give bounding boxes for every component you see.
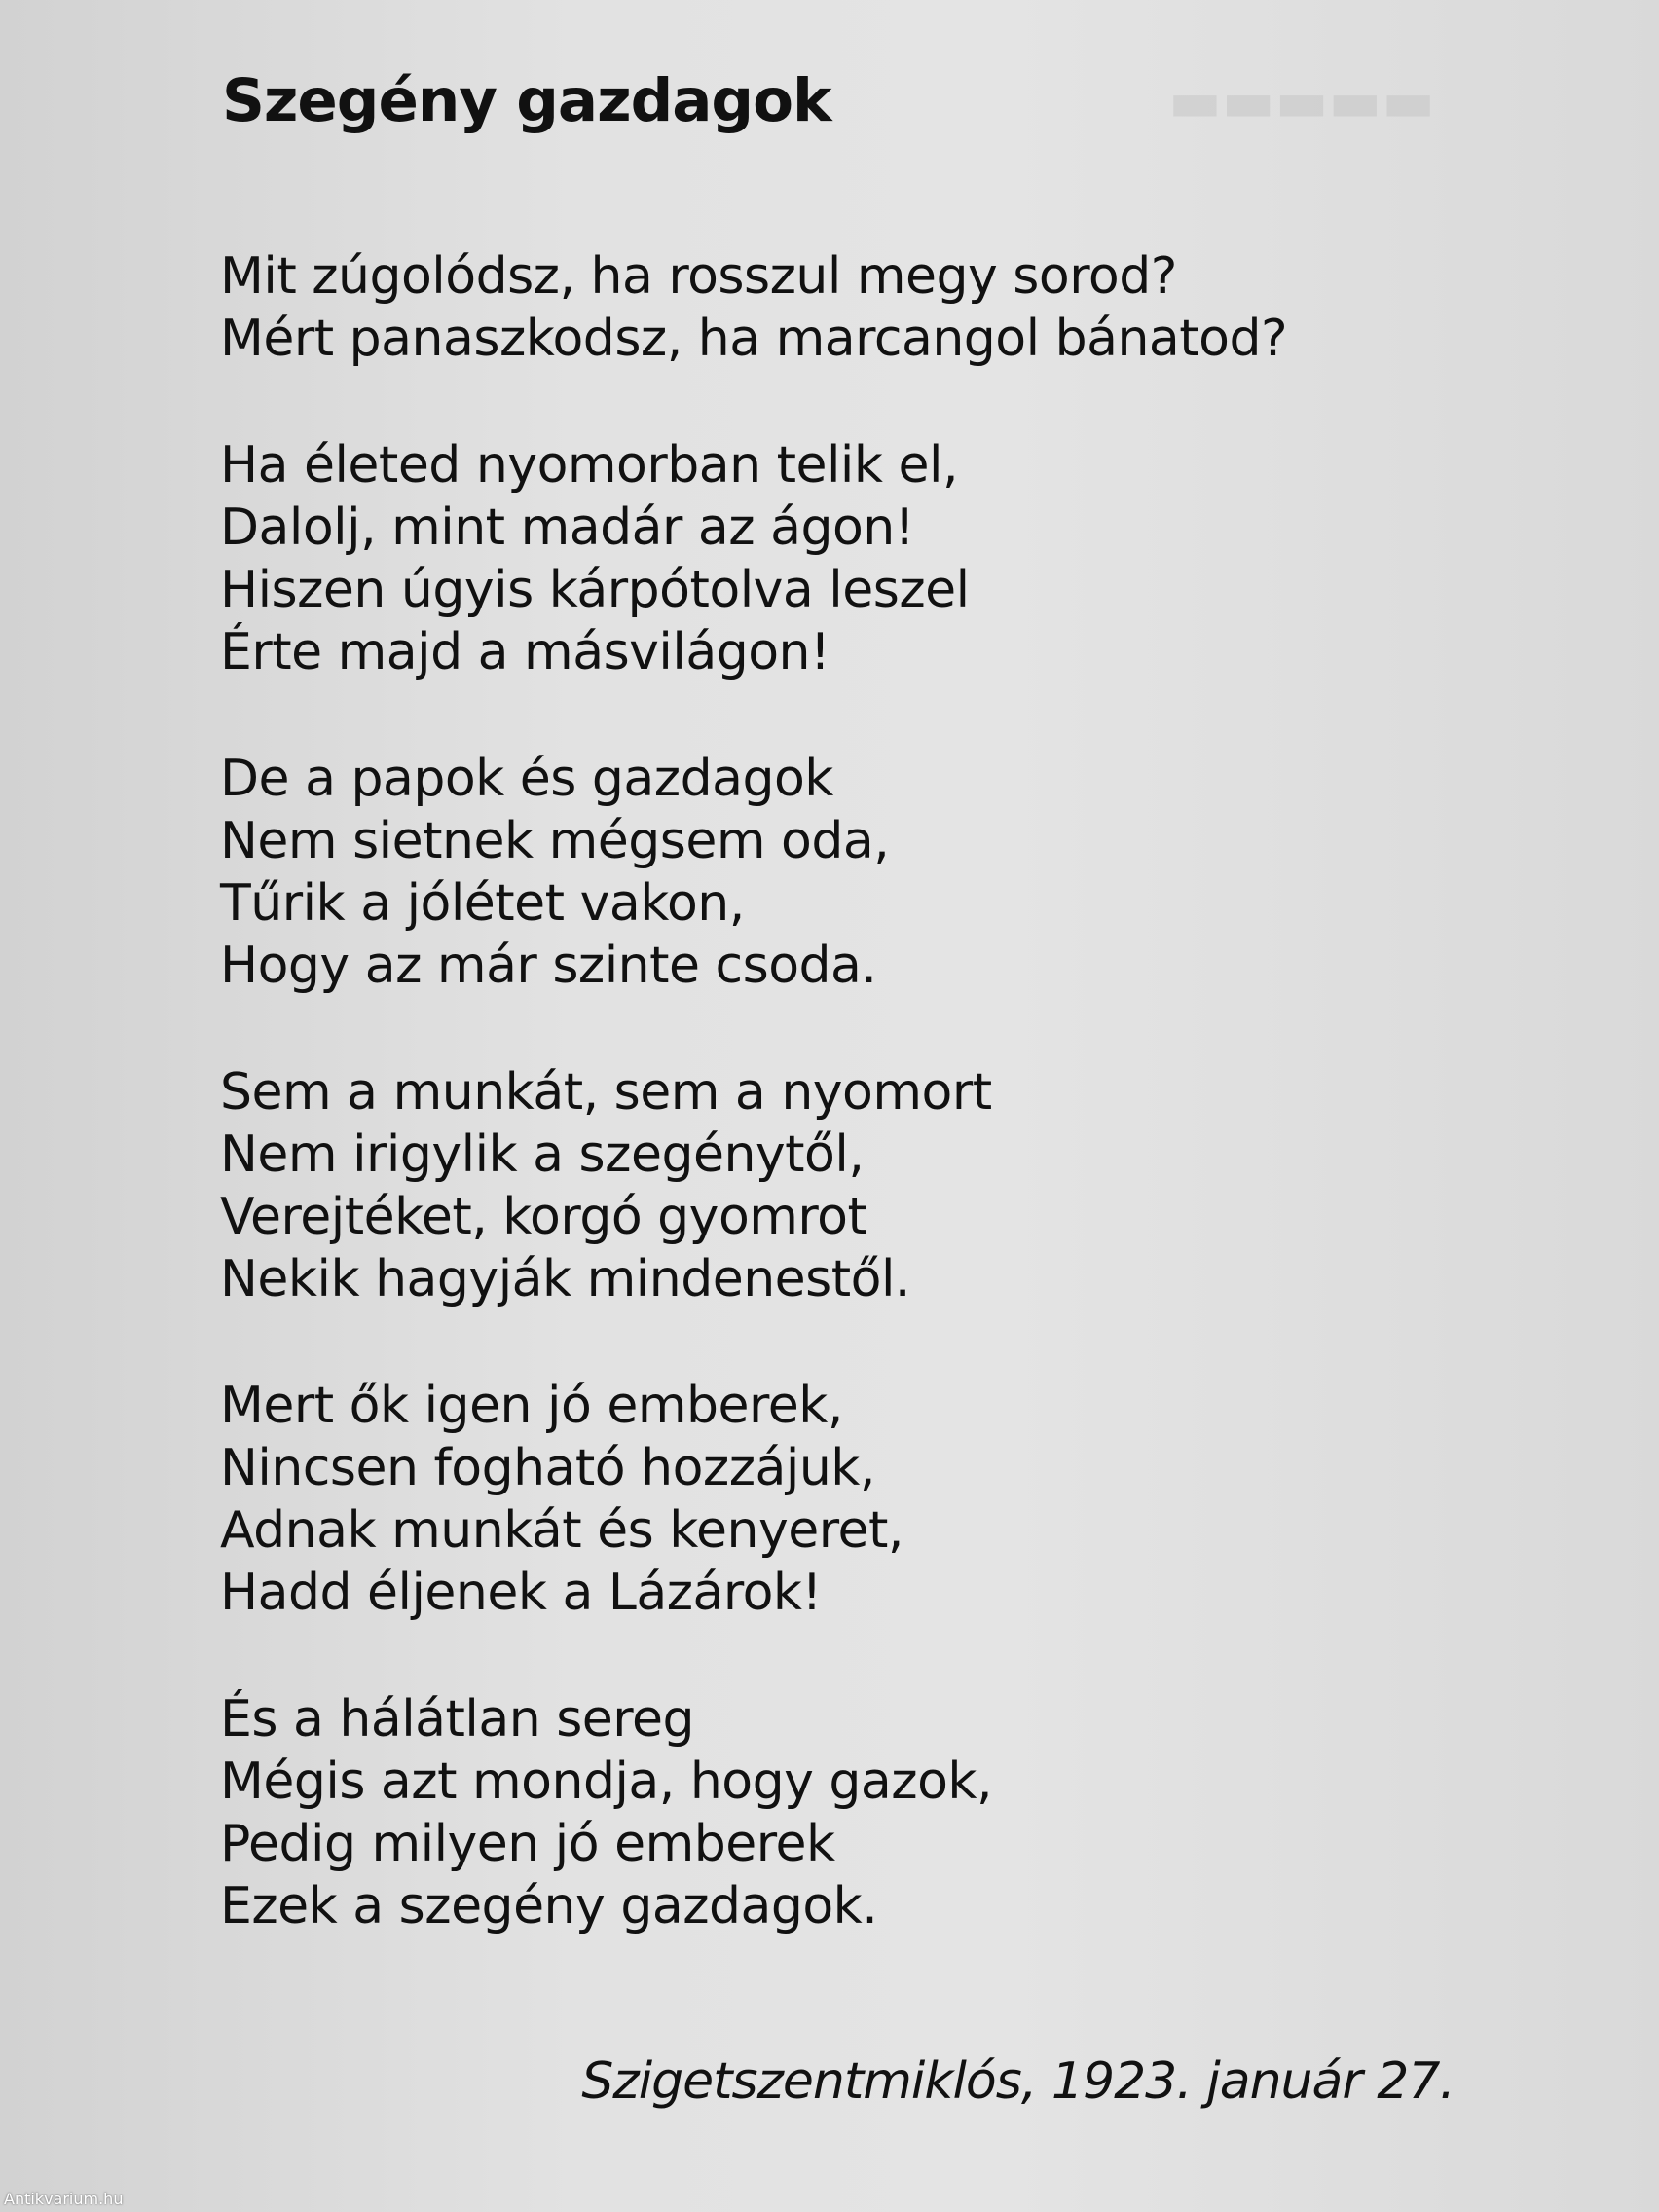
stanza xyxy=(220,1688,1505,1937)
stanza xyxy=(220,748,1505,997)
poem-body xyxy=(220,245,1505,2002)
poem-line: Dalolj, mint madár az ágon! xyxy=(220,498,915,557)
stanza xyxy=(220,245,1505,370)
poem-line: Mert ők igen jó emberek, xyxy=(220,1377,843,1435)
poem-line: De a papok és gazdagok xyxy=(220,750,833,808)
poem-line: Nekik hagyják mindenestől. xyxy=(220,1250,910,1309)
poem-line: Hadd éljenek a Lázárok! xyxy=(220,1564,822,1622)
poem-line: Mégis azt mondja, hogy gazok, xyxy=(220,1752,993,1811)
poem-line: Tűrik a jólétet vakon, xyxy=(220,874,745,933)
poem-date-place: Szigetszentmiklós, 1923. január 27. xyxy=(581,2052,1455,2111)
poem-line: Adnak munkát és kenyeret, xyxy=(220,1501,903,1560)
poem-line: Pedig milyen jó emberek xyxy=(220,1815,835,1873)
stanza xyxy=(220,434,1505,683)
poem-line: Ha életed nyomorban telik el, xyxy=(220,436,958,495)
poem-line: Mit zúgolódsz, ha rosszul megy sorod? xyxy=(220,247,1177,306)
poem-line: Nem irigylik a szegénytől, xyxy=(220,1125,865,1184)
poem-line: Mért panaszkodsz, ha marcangol bánatod? xyxy=(220,310,1288,368)
poem-line: Érte majd a másvilágon! xyxy=(220,623,830,682)
stanza xyxy=(220,1061,1505,1310)
poem-title: Szegény gazdagok xyxy=(222,66,831,135)
show-through-title: ▬▬▬▬▬ xyxy=(1168,68,1435,134)
poem-line: Nem sietnek mégsem oda, xyxy=(220,812,890,870)
watermark: Antikvarium.hu xyxy=(4,2190,124,2208)
poem-line: Nincsen fogható hozzájuk, xyxy=(220,1439,875,1497)
poem-line: Hogy az már szinte csoda. xyxy=(220,937,877,995)
poem-line: Sem a munkát, sem a nyomort xyxy=(220,1063,992,1122)
poem-line: És a hálátlan sereg xyxy=(220,1690,695,1749)
poem-line: Hiszen úgyis kárpótolva leszel xyxy=(220,561,970,619)
poem-line: Ezek a szegény gazdagok. xyxy=(220,1877,878,1936)
poem-line: Verejtéket, korgó gyomrot xyxy=(220,1188,867,1246)
stanza xyxy=(220,1375,1505,1624)
